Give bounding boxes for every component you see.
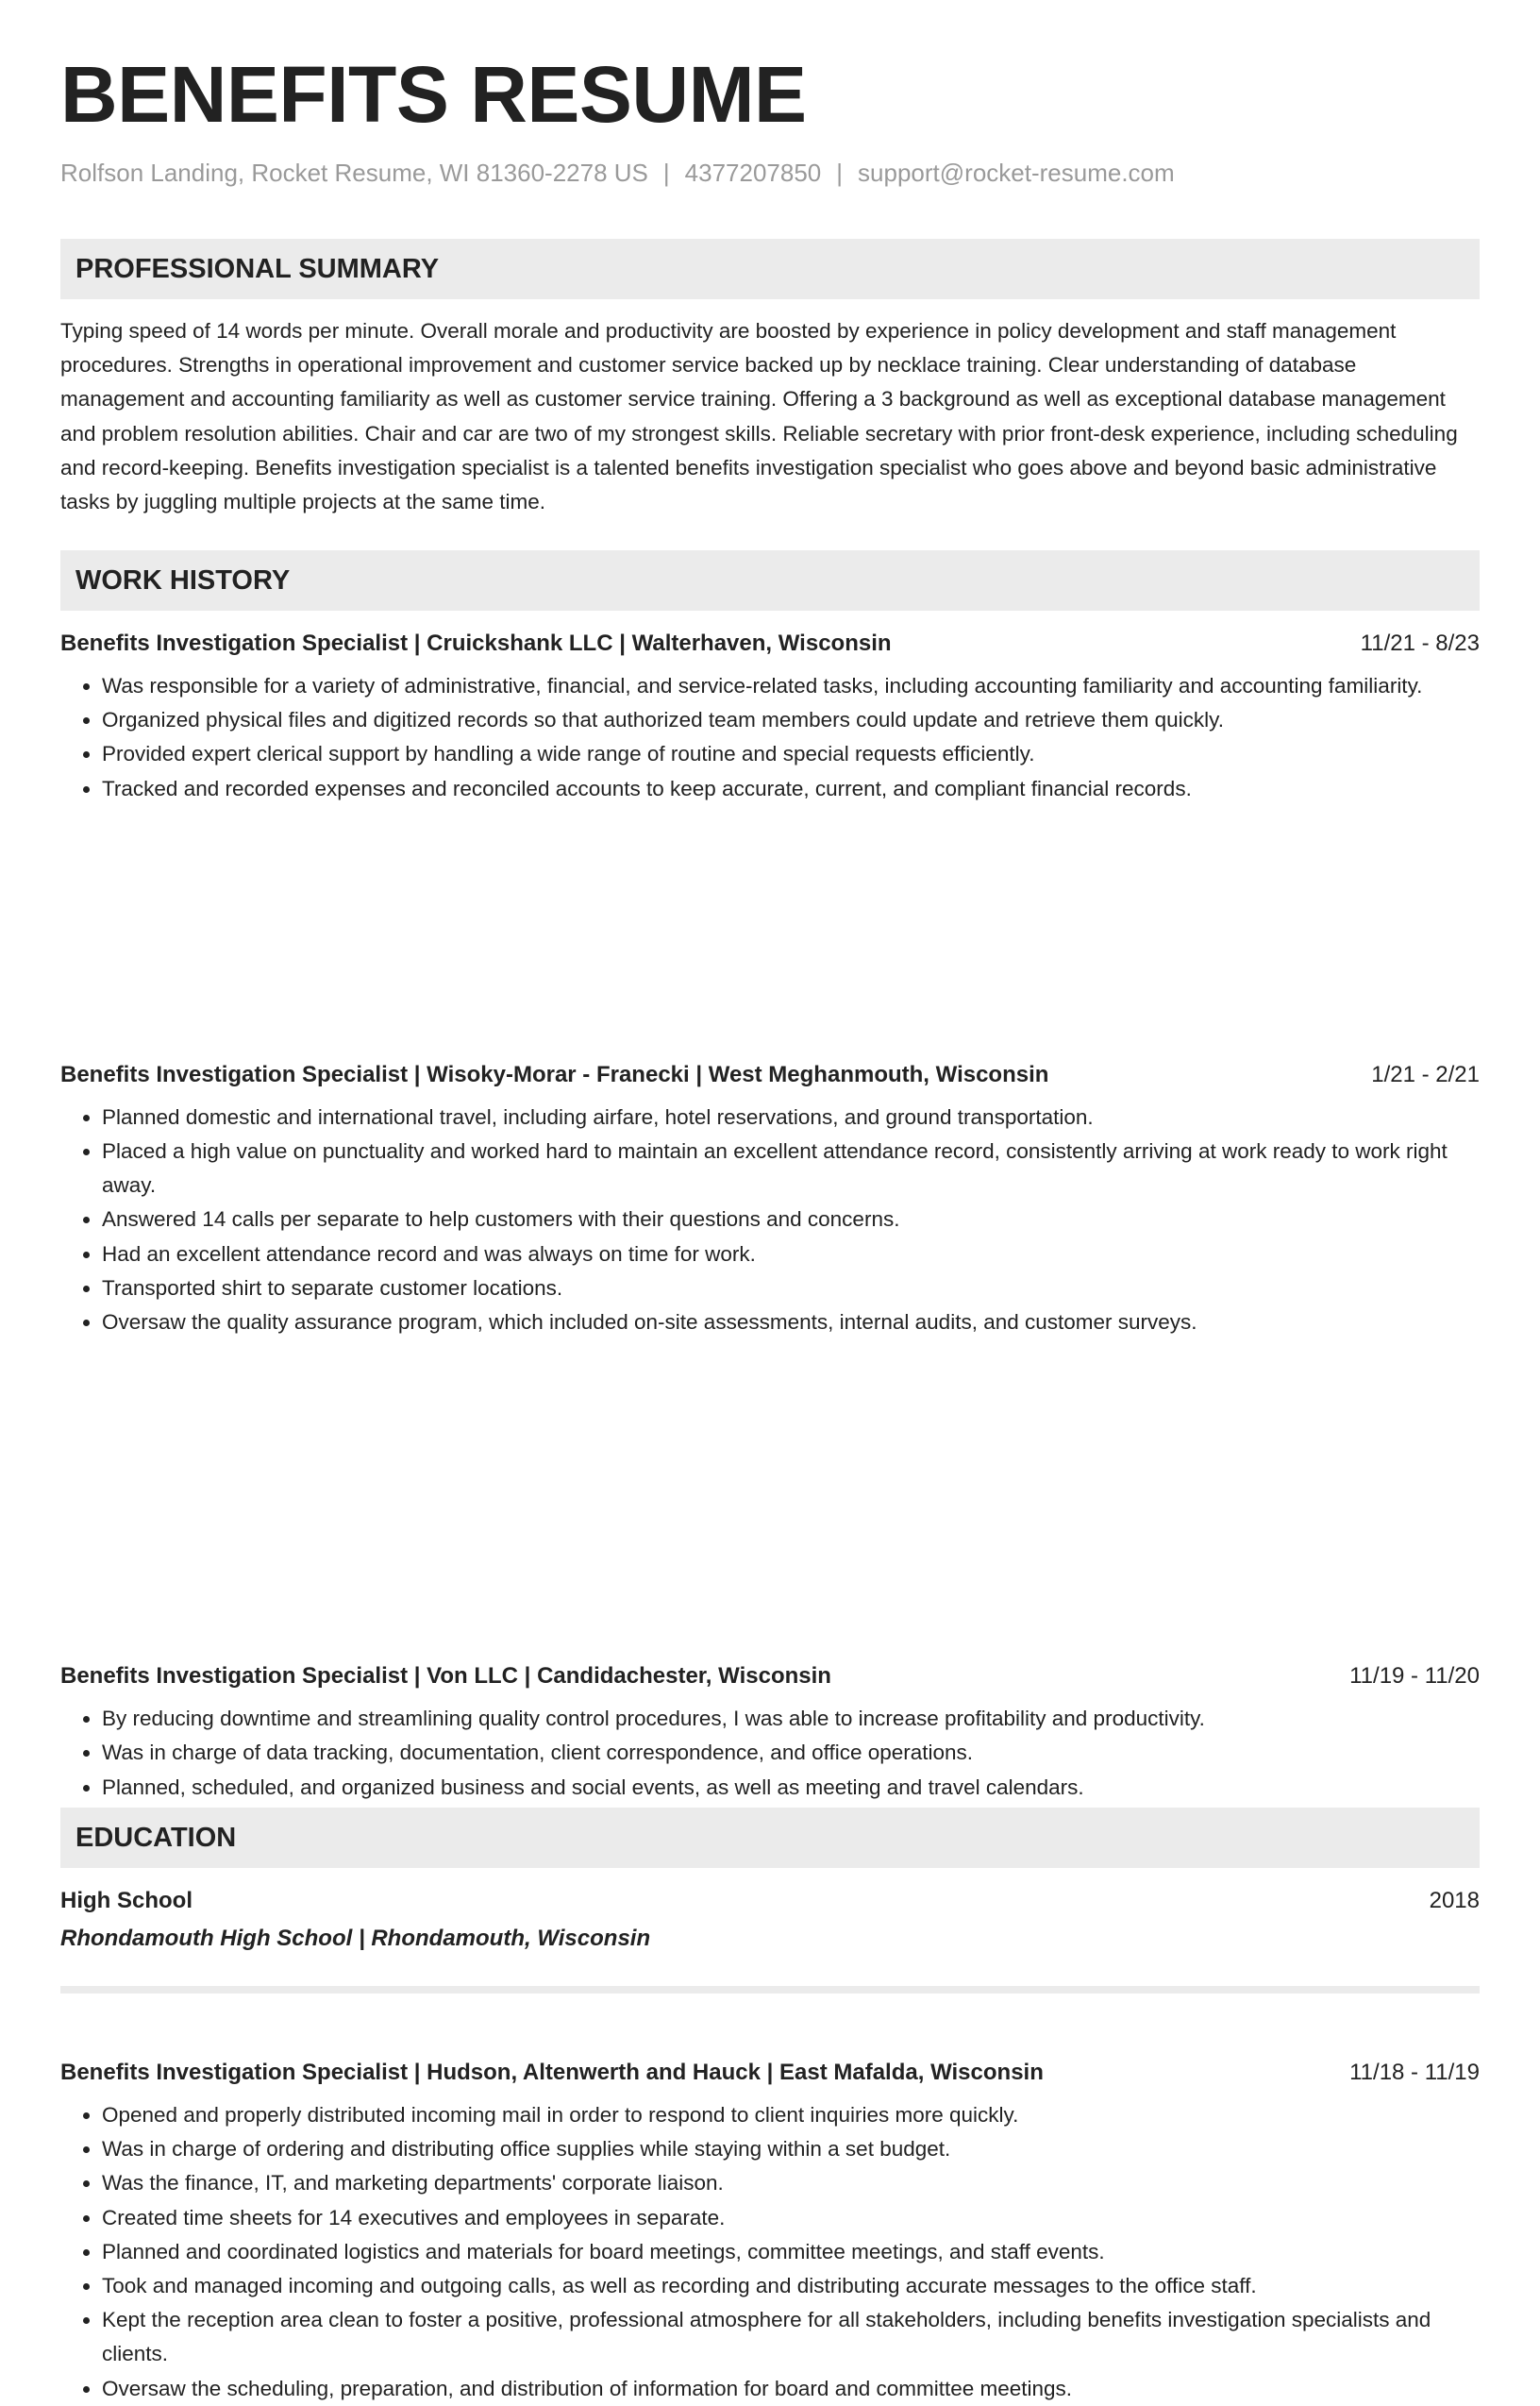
education-year: 2018 bbox=[1429, 1888, 1480, 1913]
bullet-item: • Tracked and recorded expenses and reconciled accounts to keep accurate, current, and compliant financial records. bbox=[102, 772, 1480, 806]
job-title: Benefits Investigation Specialist | Cruickshank LLC | Walterhaven, Wisconsin bbox=[60, 631, 892, 656]
job-title: Benefits Investigation Specialist | Wisoky-Morar - Franecki | West Meghanmouth, Wisconsin bbox=[60, 1061, 1049, 1087]
bullet-item: • Had an excellent attendance record and was always on time for work. bbox=[102, 1237, 1480, 1271]
contact-separator: | bbox=[836, 159, 844, 187]
bullet-item: • Placed a high value on punctuality and worked hard to maintain an excellent attendance record, consistently arriving at work ready to work right away. bbox=[102, 1135, 1480, 1203]
summary-section bbox=[60, 239, 1480, 519]
contact-phone: 4377207850 bbox=[684, 159, 822, 187]
bullet-item: • Was in charge of data tracking, documentation, client correspondence, and office operations. bbox=[102, 1736, 1480, 1770]
bullet-item: • By reducing downtime and streamlining quality control procedures, I was able to increase profitability and productivity. bbox=[102, 1702, 1480, 1736]
job-entry bbox=[60, 628, 1480, 806]
education-school: Rhondamouth High School | Rhondamouth, Wisconsin bbox=[60, 1926, 651, 1951]
job-bullets bbox=[60, 1101, 1480, 1339]
job-bullets bbox=[60, 2098, 1480, 2406]
contact-email: support@rocket-resume.com bbox=[858, 159, 1175, 187]
bullet-item: • Was responsible for a variety of administrative, financial, and service-related tasks, including accounting familiarity and accounting familiarity. bbox=[102, 669, 1480, 703]
next-section-heading-bar bbox=[60, 1986, 1480, 1994]
resume-page bbox=[60, 0, 1480, 2400]
bullet-item: • Created time sheets for 14 executives and employees in separate. bbox=[102, 2201, 1480, 2235]
bullet-item: • Was the finance, IT, and marketing departments' corporate liaison. bbox=[102, 2166, 1480, 2200]
bullet-item: • Transported shirt to separate customer locations. bbox=[102, 1271, 1480, 1305]
section-heading: PROFESSIONAL SUMMARY bbox=[60, 239, 1480, 299]
bullet-item: • Planned domestic and international travel, including airfare, hotel reservations, and ground transportation. bbox=[102, 1101, 1480, 1135]
job-dates: 1/21 - 2/21 bbox=[1371, 1061, 1480, 1087]
bullet-item: • Kept the reception area clean to foster a positive, professional atmosphere for all stakeholders, including benefits investigation specialists and clients. bbox=[102, 2303, 1480, 2371]
work-history-section bbox=[60, 550, 1480, 611]
job-title: Benefits Investigation Specialist | Hudson, Altenwerth and Hauck | East Mafalda, Wisconsin bbox=[60, 2060, 1044, 2086]
bullet-item: • Oversaw the scheduling, preparation, and distribution of information for board and committee meetings. bbox=[102, 2372, 1480, 2406]
bullet-item: • Provided expert clerical support by handling a wide range of routine and special requests efficiently. bbox=[102, 737, 1480, 771]
bullet-item: • Opened and properly distributed incoming mail in order to respond to client inquiries more quickly. bbox=[102, 2098, 1480, 2132]
education-section bbox=[60, 1808, 1480, 1955]
section-heading: EDUCATION bbox=[60, 1808, 1480, 1868]
job-dates: 11/21 - 8/23 bbox=[1360, 631, 1480, 656]
bullet-item: • Took and managed incoming and outgoing calls, as well as recording and distributing accurate messages to the office staff. bbox=[102, 2269, 1480, 2303]
bullet-item: • Planned and coordinated logistics and materials for board meetings, committee meetings, and staff events. bbox=[102, 2235, 1480, 2269]
job-entry bbox=[60, 2057, 1480, 2406]
job-dates: 11/19 - 11/20 bbox=[1349, 1663, 1480, 1690]
bullet-item: • Oversaw the quality assurance program, which included on-site assessments, internal audits, and customer surveys. bbox=[102, 1305, 1480, 1339]
bullet-item: • Answered 14 calls per separate to help customers with their questions and concerns. bbox=[102, 1203, 1480, 1237]
bullet-item: • Organized physical files and digitized records so that authorized team members could update and retrieve them quickly. bbox=[102, 703, 1480, 737]
bullet-item: • Planned, scheduled, and organized business and social events, as well as meeting and travel calendars. bbox=[102, 1771, 1480, 1805]
summary-text: Typing speed of 14 words per minute. Overall morale and productivity are boosted by experience in policy development and staff management procedures. Strengths in operational improvement and customer service backed up by necklace training. Clear understanding of database management and accounting familiarity as well as customer service training. Offering a 3 background as well as exceptional database management and problem resolution abilities. Chair and car are two of my strongest skills. Reliable secretary with prior front-desk experience, including scheduling and record-keeping. Benefits investigation specialist is a talented benefits investigation specialist who goes above and beyond basic administrative tasks by juggling multiple projects at the same time. bbox=[60, 319, 1458, 514]
contact-line bbox=[60, 159, 1175, 188]
section-heading: WORK HISTORY bbox=[60, 550, 1480, 611]
job-entry bbox=[60, 1059, 1480, 1339]
job-title: Benefits Investigation Specialist | Von LLC | Candidachester, Wisconsin bbox=[60, 1663, 831, 1690]
contact-separator: | bbox=[662, 159, 670, 187]
bullet-item: • Was in charge of ordering and distributing office supplies while staying within a set budget. bbox=[102, 2132, 1480, 2166]
job-bullets bbox=[60, 669, 1480, 806]
contact-address: Rolfson Landing, Rocket Resume, WI 81360-2278 US bbox=[60, 159, 648, 187]
resume-title: BENEFITS RESUME bbox=[60, 50, 807, 139]
education-degree: High School bbox=[60, 1888, 192, 1913]
job-dates: 11/18 - 11/19 bbox=[1349, 2060, 1480, 2086]
